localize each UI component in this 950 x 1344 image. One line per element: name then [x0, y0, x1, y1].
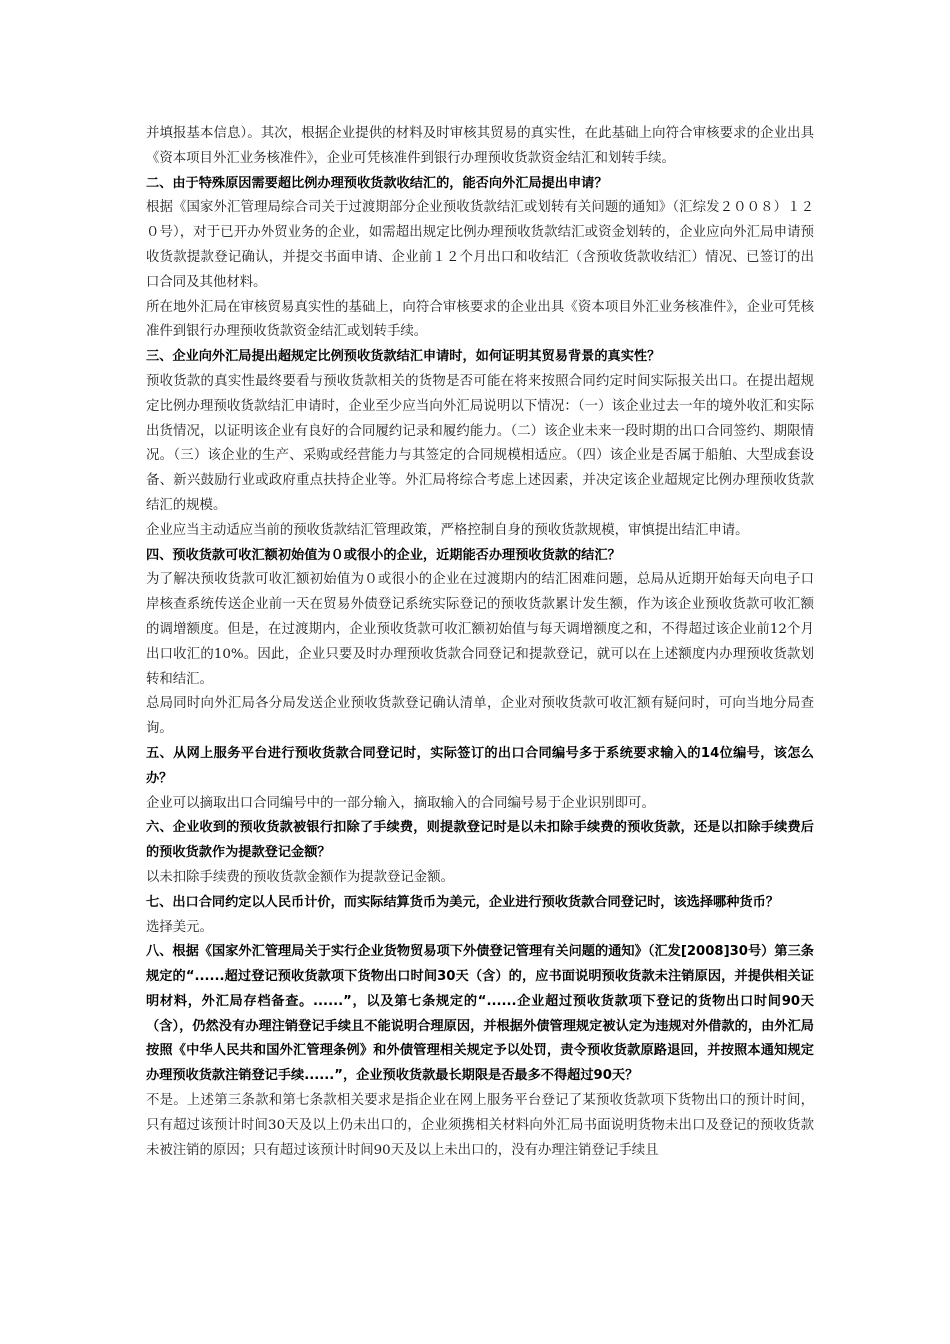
answer-paragraph: 企业应当主动适应当前的预收货款结汇管理政策，严格控制自身的预收货款规模，审慎提出结汇申请。: [146, 522, 749, 538]
answer-paragraph: 总局同时向外汇局各分局发送企业预收货款登记确认清单，企业对预收货款可收汇额有疑问时，可向当地分局查询。: [146, 696, 814, 737]
answer-paragraph: 选择美元。: [146, 919, 213, 935]
answer-paragraph: 不是。上述第三条款和第七条款相关要求是指企业在网上服务平台登记了某预收货款项下货物出口的预计时间，只有超过该预计时间30天及以上仍未出口的，企业须携相关材料向外汇局书面说明货物未出口及登记的预收货款未被注销的原因；只有超过该预计时间90天及以上未出口的，没有办理注销登记手续且: [146, 1093, 814, 1158]
answer-paragraph: 以未扣除手续费的预收货款金额作为提款登记金额。: [146, 869, 454, 885]
answer-paragraph: 根据《国家外汇管理局综合司关于过渡期部分企业预收货款结汇或划转有关问题的通知》（汇综发２００８）１２０号），对于已开办外贸业务的企业，如需超出规定比例办理预收货款结汇或资金划转的，企业应向外汇局申请预收货款提款登记确认，并提交书面申请、企业前１２个月出口和收结汇（含预收货款收结汇）情况、已签订的出口合同及其他材料。: [146, 200, 814, 290]
question-heading-5: 五、从网上服务平台进行预收货款合同登记时，实际签订的出口合同编号多于系统要求输入的14位编号，该怎么办？: [146, 745, 814, 786]
answer-paragraph: 企业可以摘取出口合同编号中的一部分输入，摘取输入的合同编号易于企业识别即可。: [146, 795, 655, 811]
answer-paragraph: 预收货款的真实性最终要看与预收货款相关的货物是否可能在将来按照合同约定时间实际报关出口。在提出超规定比例办理预收货款结汇申请时，企业至少应当向外汇局说明以下情况：（一）该企业过去一年的境外收汇和实际出货情况，以证明该企业有良好的合同履约记录和履约能力。（二）该企业未来一段时期的出口合同签约、期限情况。（三）该企业的生产、采购或经营能力与其签定的合同规模相适应。（四）该企业是否属于船舶、大型成套设备、新兴鼓励行业或政府重点扶持企业等。外汇局将综合考虑上述因素，并决定该企业超规定比例办理预收货款结汇的规模。: [146, 373, 814, 513]
question-heading-4: 四、预收货款可收汇额初始值为０或很小的企业，近期能否办理预收货款的结汇？: [146, 547, 621, 563]
question-heading-3: 三、企业向外汇局提出超规定比例预收货款结汇申请时，如何证明其贸易背景的真实性？: [146, 349, 661, 365]
question-heading-6: 六、企业收到的预收货款被银行扣除了手续费，则提款登记时是以未扣除手续费的预收货款，还是以扣除手续费后的预收货款作为提款登记金额？: [146, 820, 814, 861]
question-heading-2: 二、由于特殊原因需要超比例办理预收货款收结汇的，能否向外汇局提出申请？: [146, 175, 608, 191]
answer-paragraph: 为了解决预收货款可收汇额初始值为０或很小的企业在过渡期内的结汇困难问题，总局从近期开始每天向电子口岸核查系统传送企业前一天在贸易外债登记系统实际登记的预收货款累计发生额，作为该企业预收货款可收汇额的调增额度。但是，在过渡期内，企业预收货款可收汇额初始值与每天调增额度之和，不得超过该企业前12个月出口收汇的10%。因此，企业只要及时办理预收货款合同登记和提款登记，就可以在上述额度内办理预收货款划转和结汇。: [146, 572, 814, 687]
answer-paragraph: 所在地外汇局在审核贸易真实性的基础上，向符合审核要求的企业出具《资本项目外汇业务核准件》，企业可凭核准件到银行办理预收货款资金结汇或划转手续。: [146, 299, 814, 340]
document-body: [146, 122, 814, 1163]
question-heading-8: 八、根据《国家外汇管理局关于实行企业货物贸易项下外债登记管理有关问题的通知》（汇发[2008]30号）第三条规定的“......超过登记预收货款项下货物出口时间30天（含）的，应书面说明预收货款未注销原因，并提供相关证明材料，外汇局存档备查。......”，以及第七条规定的“......企业超过预收货款项下登记的货物出口时间90天（含），仍然没有办理注销登记手续且不能说明合理原因，并根据外债管理规定被认定为违规对外借款的，由外汇局按照《中华人民共和国外汇管理条例》和外债管理相关规定予以处罚，责令预收货款原路退回，并按照本通知规定办理预收货款注销登记手续......”，企业预收货款最长期限是否最多不得超过90天？: [146, 944, 814, 1084]
question-heading-7: 七、出口合同约定以人民币计价，而实际结算货币为美元，企业进行预收货款合同登记时，该选择哪种货币？: [146, 894, 779, 910]
paragraph-continued: 并填报基本信息）。其次，根据企业提供的材料及时审核其贸易的真实性，在此基础上向符合审核要求的企业出具《资本项目外汇业务核准件》，企业可凭核准件到银行办理预收货款资金结汇和划转手续。: [146, 126, 814, 166]
